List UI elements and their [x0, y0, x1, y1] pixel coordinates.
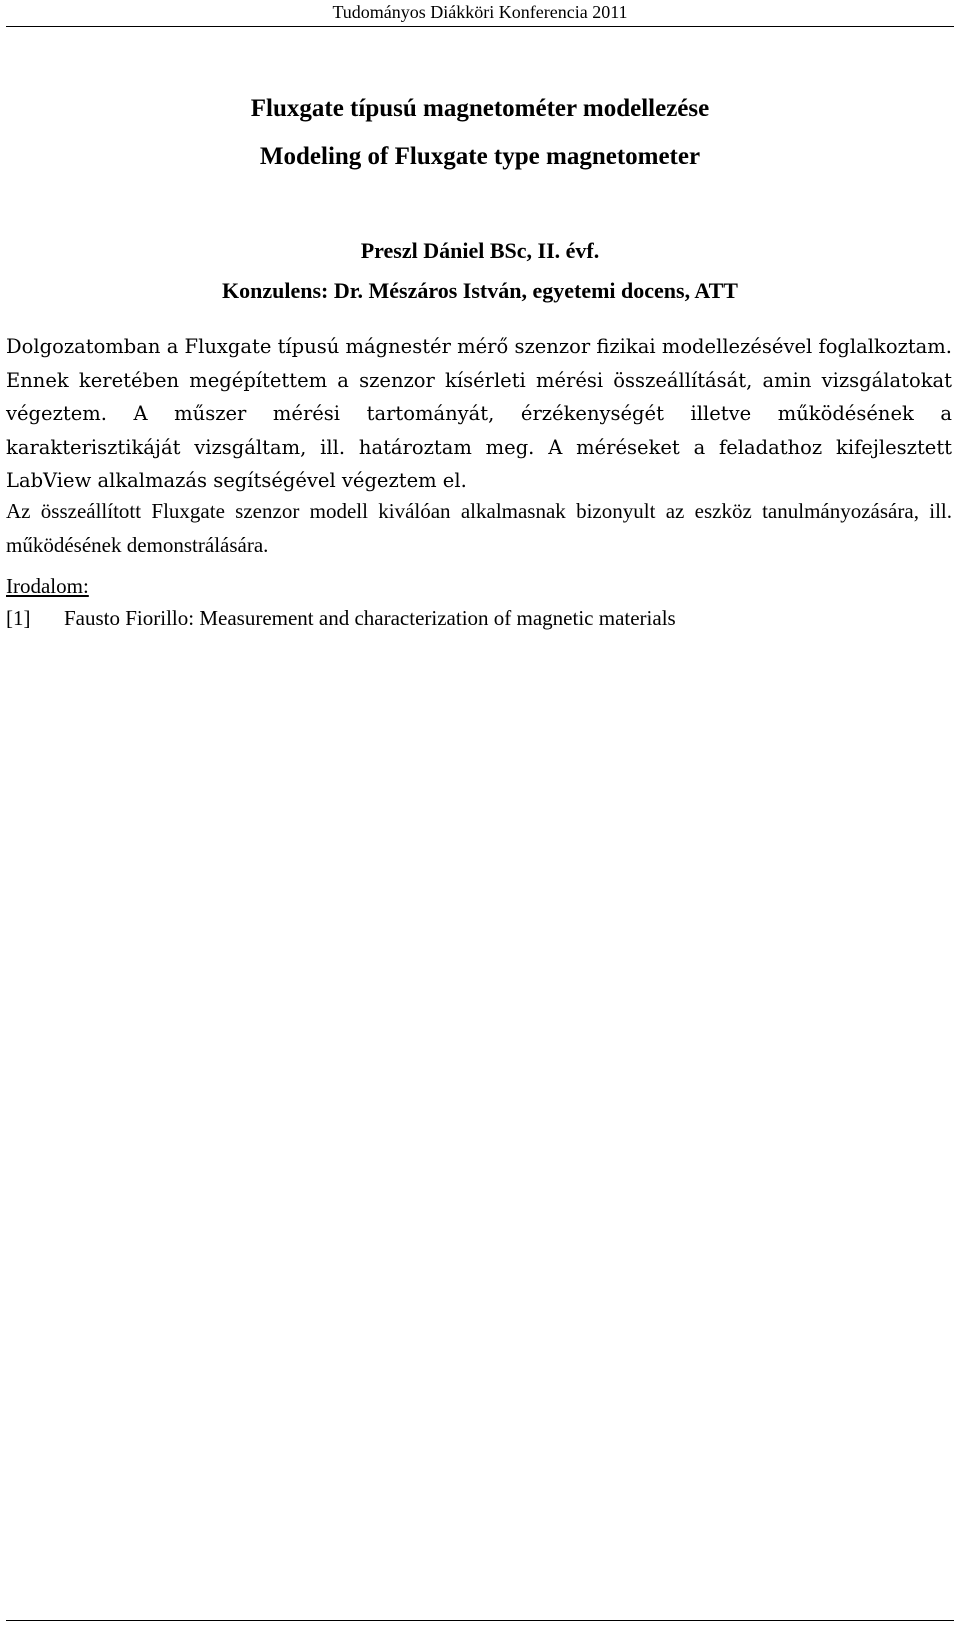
conclusion-paragraph: Az összeállított Fluxgate szenzor modell kiválóan alkalmasnak bizonyult az eszköz tanulmányozására, ill. működésének demonstrálására.: [6, 499, 952, 557]
title-english: Modeling of Fluxgate type magnetometer: [259, 143, 701, 170]
abstract-paragraph: Dolgozatomban a Fluxgate típusú mágnestér mérő szenzor fizikai modellezésével foglalkoztam. Ennek keretében megépítettem a szenzor kísérleti mérési összeállítását, amin vizsgálatokat végeztem. A műszer mérési tartományát, érzékenységét illetve működésének a karakterisztikáját vizsgáltam, ill. határoztam meg. A méréseket a feladathoz kifejlesztett LabView alkalmazás segítségével végeztem el.: [6, 335, 952, 492]
title-hungarian: Fluxgate típusú magnetométer modellezése: [250, 95, 710, 122]
running-header-title: Tudományos Diákköri Konferencia 2011: [332, 2, 628, 22]
reference-number: [1]: [6, 606, 31, 630]
author-line: Preszl Dániel BSc, II. évf.: [360, 238, 600, 263]
advisor-line: Konzulens: Dr. Mészáros István, egyetemi docens, ATT: [222, 278, 738, 303]
reference-text: Fausto Fiorillo: Measurement and characterization of magnetic materials: [64, 606, 676, 630]
references-heading: Irodalom:: [6, 574, 89, 598]
running-header: [6, 0, 954, 27]
reference-item: [6, 603, 676, 633]
footer-rule: [6, 1620, 954, 1621]
